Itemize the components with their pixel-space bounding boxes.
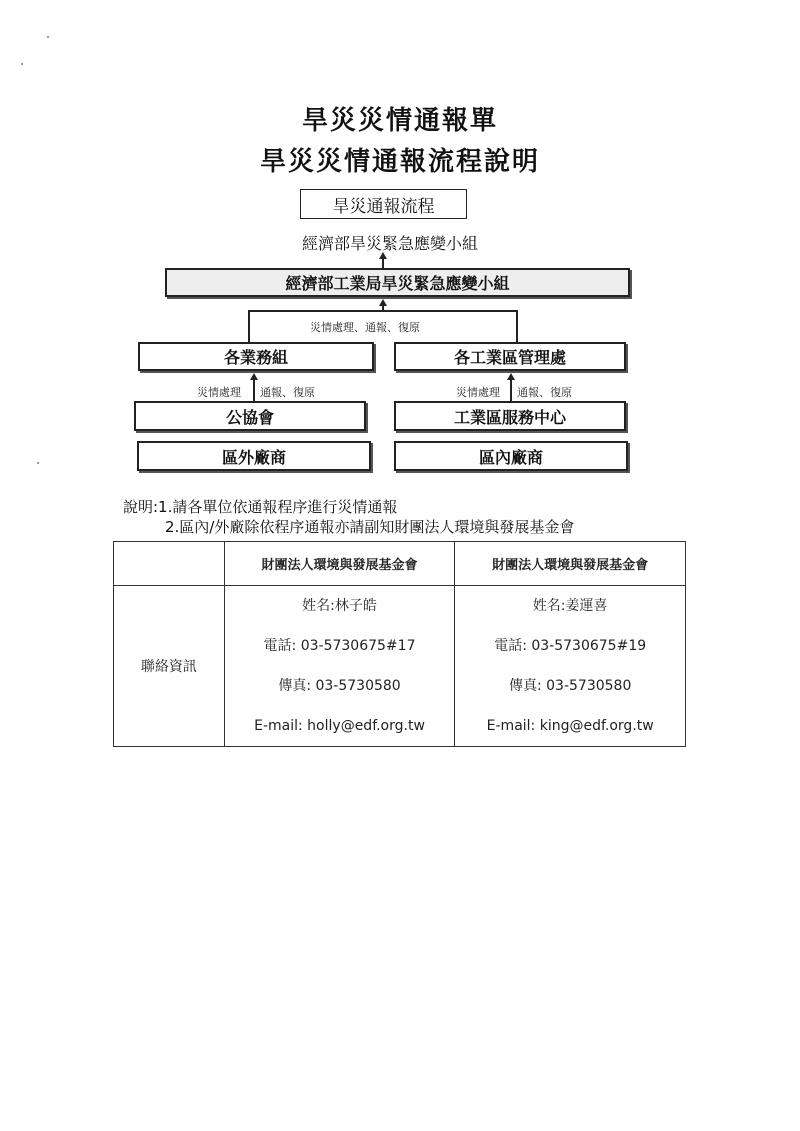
contact-fax: 傳真: 03-5730580 bbox=[278, 678, 401, 694]
main-unit-box bbox=[165, 268, 630, 297]
contact-cell bbox=[224, 586, 455, 747]
scan-speck bbox=[47, 36, 49, 38]
table-corner-cell bbox=[114, 542, 225, 586]
connector-line bbox=[253, 379, 255, 401]
right-level3-box bbox=[394, 441, 628, 471]
right-level3-label: 區內廠商 bbox=[478, 447, 543, 467]
table-header-cell: 財團法人環境與發展基金會 bbox=[224, 542, 455, 586]
left-level1-box bbox=[138, 342, 374, 371]
left-level3-box bbox=[137, 441, 371, 471]
scan-speck bbox=[37, 462, 39, 464]
right-level2-box bbox=[394, 401, 626, 431]
connector-line bbox=[248, 310, 250, 342]
main-unit-label: 經濟部工業局旱災緊急應變小組 bbox=[285, 274, 510, 293]
left-edge-label-left: 災情處理 bbox=[197, 386, 241, 399]
left-level2-label: 公協會 bbox=[225, 407, 274, 427]
connector-line bbox=[248, 310, 518, 312]
right-edge-label-right: 通報、復原 bbox=[517, 386, 572, 399]
note-line-2: 2.區內/外廠除依程序通報亦請副知財團法人環境與發展基金會 bbox=[165, 518, 575, 536]
table-header-cell: 財團法人環境與發展基金會 bbox=[455, 542, 686, 586]
contact-phone: 電話: 03-5730675#17 bbox=[263, 638, 416, 654]
table-header-row bbox=[114, 542, 686, 586]
document-subtitle: 旱災災情通報流程說明 bbox=[259, 147, 540, 177]
flow-heading-box bbox=[300, 189, 467, 219]
contact-name: 姓名:林子皓 bbox=[302, 598, 377, 614]
connector-line bbox=[382, 258, 384, 268]
scan-speck bbox=[21, 63, 23, 65]
note-line-1: 說明:1.請各單位依通報程序進行災情通報 bbox=[123, 498, 398, 516]
right-edge-label-left: 災情處理 bbox=[456, 386, 500, 399]
flow-heading-label: 旱災通報流程 bbox=[332, 196, 435, 217]
right-level2-label: 工業區服務中心 bbox=[453, 407, 566, 427]
contact-fax: 傳真: 03-5730580 bbox=[508, 678, 632, 694]
right-level1-box bbox=[394, 342, 626, 371]
right-level1-label: 各工業區管理處 bbox=[453, 348, 566, 367]
connector-line bbox=[510, 379, 512, 401]
contact-name: 姓名:姜運喜 bbox=[532, 598, 608, 614]
left-level1-label: 各業務組 bbox=[223, 348, 288, 367]
top-unit-label: 經濟部旱災緊急應變小組 bbox=[301, 234, 478, 253]
table-row bbox=[114, 586, 686, 747]
contact-table bbox=[113, 541, 686, 747]
edge-label-top: 災情處理、通報、復原 bbox=[310, 321, 420, 334]
contact-email: E-mail: king@edf.org.tw bbox=[486, 718, 654, 734]
contact-email: E-mail: holly@edf.org.tw bbox=[254, 718, 425, 734]
left-edge-label-right: 通報、復原 bbox=[260, 386, 315, 399]
document-title: 旱災災情通報單 bbox=[301, 106, 498, 136]
connector-line bbox=[516, 310, 518, 342]
row-label-cell: 聯絡資訊 bbox=[114, 586, 225, 747]
contact-phone: 電話: 03-5730675#19 bbox=[494, 638, 647, 654]
left-level3-label: 區外廠商 bbox=[221, 447, 286, 467]
left-level2-box bbox=[134, 401, 366, 431]
contact-cell bbox=[455, 586, 686, 747]
